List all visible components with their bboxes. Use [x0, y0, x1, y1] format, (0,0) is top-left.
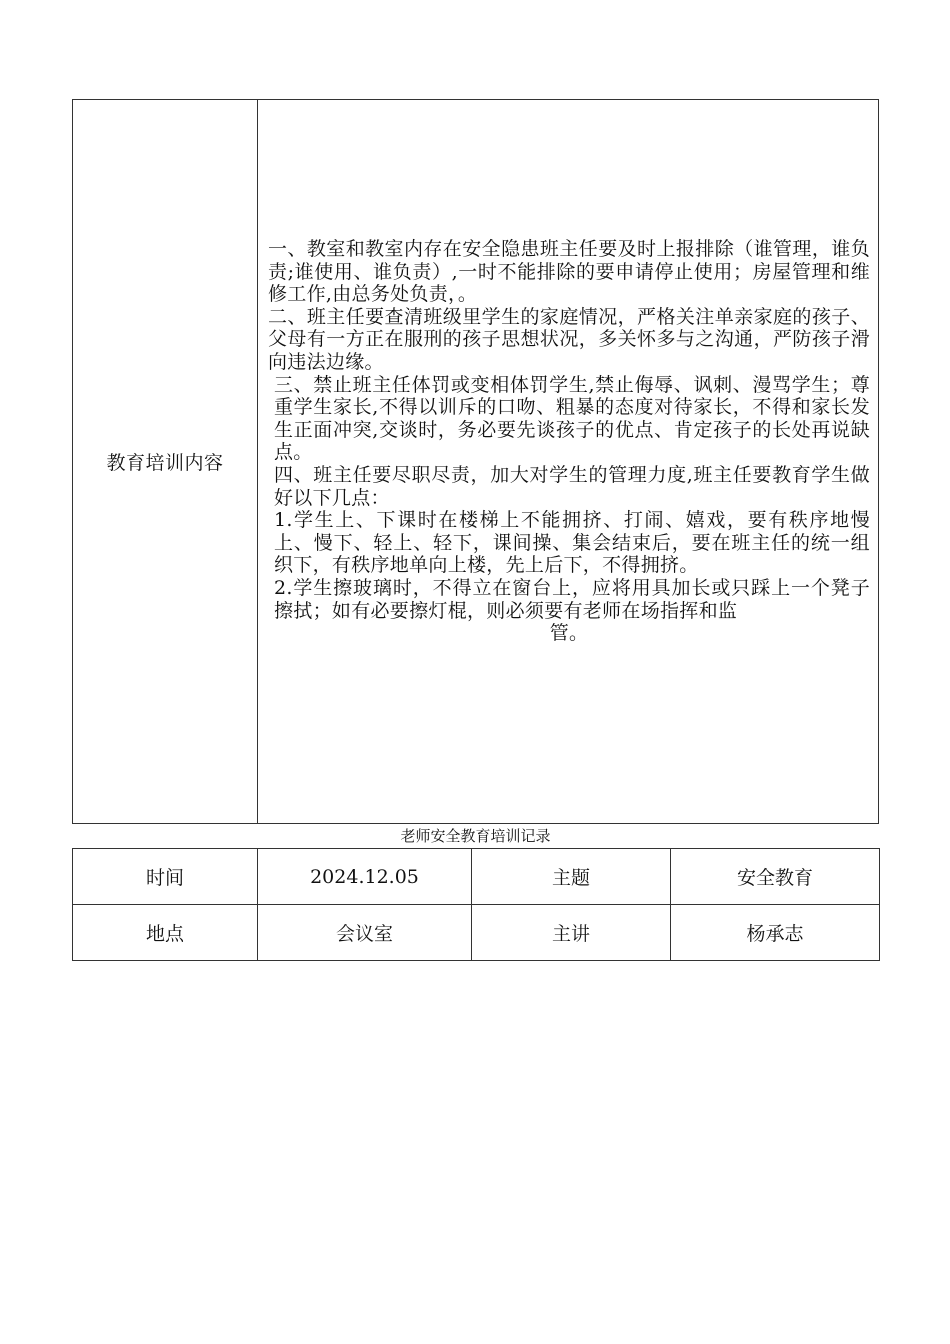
- time-value: 2024.12.05: [258, 849, 472, 905]
- info-row-time-topic: [73, 849, 880, 905]
- record-caption: 老师安全教育培训记录: [400, 827, 551, 845]
- place-label: 地点: [73, 905, 258, 961]
- time-label: 时间: [73, 849, 258, 905]
- speaker-label: 主讲: [472, 905, 671, 961]
- training-info-table: [72, 848, 880, 961]
- place-value: 会议室: [258, 905, 472, 961]
- paragraph-6: 2.学生擦玻璃时，不得立在窗台上，应将用具加长或只踩上一个凳子擦拭；如有必要擦灯棍，则必须要有老师在场指挥和监: [274, 576, 870, 622]
- topic-label: 主题: [472, 849, 671, 905]
- training-content-label: 教育培训内容: [73, 100, 258, 824]
- paragraph-3: 三、禁止班主任体罚或变相体罚学生,禁止侮辱、讽刺、漫骂学生；尊重学生家长,不得以训斥的口吻、粗暴的态度对待家长，不得和家长发生正面冲突,交谈时，务必要先谈孩子的优点、肯定孩子的长处再说缺点。: [274, 373, 870, 464]
- paragraph-1: 一、教室和教室内存在安全隐患班主任要及时上报排除（谁管理，谁负责;谁使用、谁负责）,一时不能排除的要申请停止使用；房屋管理和维修工作,由总务处负责，。: [268, 238, 870, 306]
- info-row-place-speaker: [73, 905, 880, 961]
- training-content-body: [258, 100, 879, 824]
- topic-value: 安全教育: [671, 849, 880, 905]
- paragraph-2: 二、班主任要查清班级里学生的家庭情况，严格关注单亲家庭的孩子、父母有一方正在服刑的孩子思想状况，多关怀多与之沟通，严防孩子滑向违法边缘。: [268, 305, 870, 373]
- paragraph-4: 四、班主任要尽职尽责，加大对学生的管理力度,班主任要教育学生做好以下几点：: [274, 463, 870, 509]
- paragraph-7: 管。: [549, 622, 589, 645]
- speaker-value: 杨承志: [671, 905, 880, 961]
- training-content-text: [258, 100, 878, 645]
- training-content-table: [72, 99, 879, 824]
- paragraph-5: 1.学生上、下课时在楼梯上不能拥挤、打闹、嬉戏，要有秩序地慢上、慢下、轻上、轻下，课间操、集会结束后，要在班主任的统一组织下，有秩序地单向上楼，先上后下，不得拥挤。: [274, 509, 870, 577]
- training-content-row: [73, 100, 879, 824]
